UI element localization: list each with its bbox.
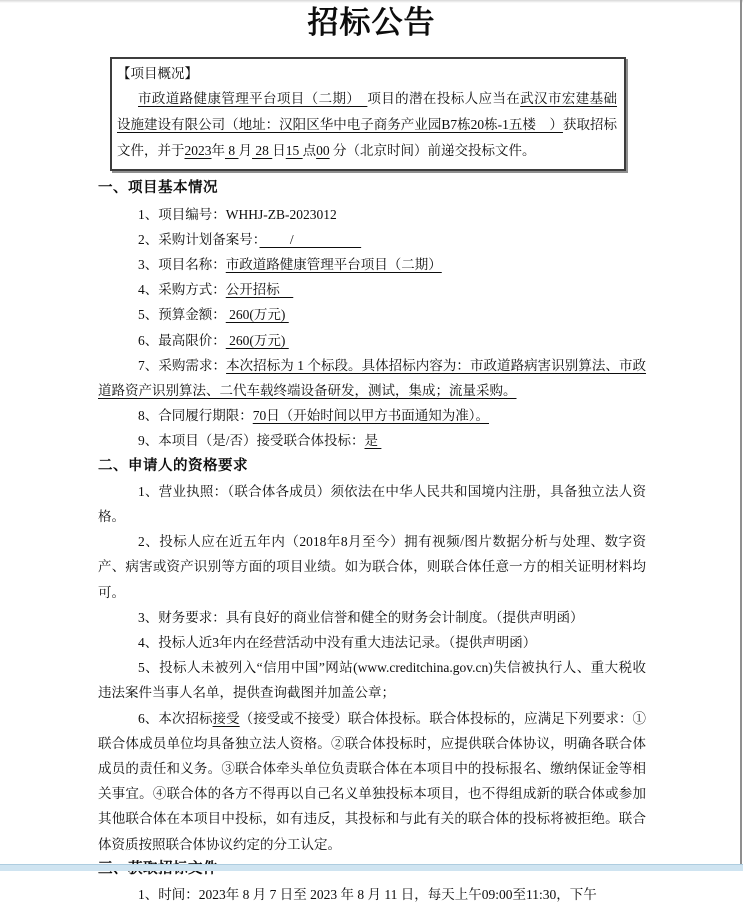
text-run: 3、财务要求：具有良好的商业信誉和健全的财务会计制度。（提供声明函） xyxy=(138,609,584,625)
underlined-field-text: 28 xyxy=(252,142,273,158)
text-run: 项目的潜在投标人应当在 xyxy=(367,91,521,106)
text-run: 4、采购方式： xyxy=(138,282,226,298)
underlined-field-text: 00 xyxy=(316,142,330,158)
text-run: 3、项目名称： xyxy=(138,257,226,272)
section-item xyxy=(98,882,646,907)
overview-paragraph xyxy=(117,86,617,163)
text-run: 1、营业执照：（联合体各成员）须依法在中华人民共和国境内注册，具备独立法人资格。 xyxy=(98,483,646,525)
text-run: 6、最高限价： xyxy=(138,332,226,348)
section-item xyxy=(98,302,646,327)
text-run: 点 xyxy=(302,142,317,158)
section-heading: 二、申请人的资格要求 xyxy=(98,457,248,474)
overview-box-label: 【项目概况】 xyxy=(117,66,198,81)
underlined-field-text: 15 xyxy=(285,142,303,158)
section-item xyxy=(98,428,646,453)
section-item xyxy=(98,328,646,353)
text-run: 5、投标人未被列入“信用中国”网站(www.creditchina.gov.cn)失信被执行人、重大税收违法案件当事人名单，提供查询截图并加盖公章； xyxy=(98,660,646,701)
section-item xyxy=(98,529,646,605)
bottom-window-band xyxy=(0,864,743,871)
text-run: 2、投标人应在近五年内（2018年8月至今）拥有视频/图片数据分析与处理、数字资产、病害或资产识别等方面的项目业绩。如为联合体，则联合体任意一方的相关证明材料均可。 xyxy=(98,534,646,600)
section-item xyxy=(98,655,646,705)
text-run: 4、投标人近3年内在经营活动中没有重大违法记录。（提供声明函） xyxy=(138,635,537,651)
underlined-field-text: 是 xyxy=(364,433,382,449)
underlined-field-text: 260(万元) xyxy=(225,332,289,348)
section-item xyxy=(98,479,646,529)
document-body-sections xyxy=(98,176,646,907)
underlined-field-text: 70日（开始时间以甲方书面通知为准）。 xyxy=(252,408,489,424)
text-run: 分（北京时间）前递交投标文件。 xyxy=(329,142,536,158)
text-run: 月 xyxy=(238,142,252,158)
underlined-field-text: 武汉市宏建基础设施建设有限公司（地址：汉阳区华中电子商务产业园B7栋20栋-1五楼 ） xyxy=(117,91,618,132)
underlined-field-text: 2023 xyxy=(184,142,212,158)
section-item xyxy=(98,227,646,252)
text-run: 获取招标文件，并于 xyxy=(117,116,618,158)
text-run: （接受或不接受）联合体投标。联合体投标的，应满足下列要求：①联合体成员单位均具备独立法人资格。②联合体投标时，应提供联合体协议，明确各联合体成员的责任和义务。③联合体牵头单位负责联合体在本项目中的投标报名、缴纳保证金等相关事宜。④联合体的各方不得再以自己名义单独投标本项目，也不得组成新的联合体或参加其他联合体在本项目中投标，如有违反，其投标和与此有关的联合体的投标将被拒绝。联合体资质按照联合体协议约定的分工认定。 xyxy=(98,710,647,852)
text-run: 6、本次招标 xyxy=(138,710,213,726)
window-right-border xyxy=(740,0,742,865)
section-item xyxy=(98,630,646,655)
section-item xyxy=(98,706,646,857)
underlined-field-text: 市政道路健康管理平台项目（二期） xyxy=(225,257,442,272)
text-run: 8、合同履行期限： xyxy=(138,408,253,424)
section-heading: 一、项目基本情况 xyxy=(98,180,218,197)
underlined-field-text: 市政道路健康管理平台项目（二期） xyxy=(138,91,368,106)
section-item xyxy=(98,277,646,302)
text-run: 5、预算金额： xyxy=(138,307,226,323)
underlined-field-text: 本次招标为 1 个标段。具体招标内容为：市政道路病害识别算法、市政道路资产识别算法、二代车载终端设备研发，测试，集成；流量采购。 xyxy=(98,357,647,399)
section-item xyxy=(98,202,646,227)
underlined-field-text: 接受 xyxy=(212,710,240,726)
section-item xyxy=(98,353,646,403)
text-run: 1、时间：2023年 8 月 7 日至 2023 年 8 月 11 日，每天上午09:00至11:30，下午 xyxy=(138,887,597,903)
text-run: 1、项目编号：WHHJ-ZB-2023012 xyxy=(138,206,337,222)
text-run: 日 xyxy=(272,142,286,158)
project-overview-box xyxy=(110,57,626,171)
text-run: 7、采购需求： xyxy=(138,357,227,373)
document-title: 招标公告 xyxy=(307,5,436,40)
underlined-field-text: 公开招标 xyxy=(225,282,294,298)
underlined-field-text: 8 xyxy=(225,142,239,158)
section-item xyxy=(98,252,646,277)
text-run: 9、本项目（是/否）接受联合体投标： xyxy=(138,433,365,449)
underlined-field-text: / xyxy=(259,231,362,247)
window-top-edge xyxy=(0,0,743,3)
underlined-field-text: 260(万元) xyxy=(225,307,289,323)
section-item xyxy=(98,605,646,630)
text-run: 年 xyxy=(211,142,225,158)
text-run: 2、采购计划备案号： xyxy=(138,231,260,247)
section-item xyxy=(98,403,646,428)
